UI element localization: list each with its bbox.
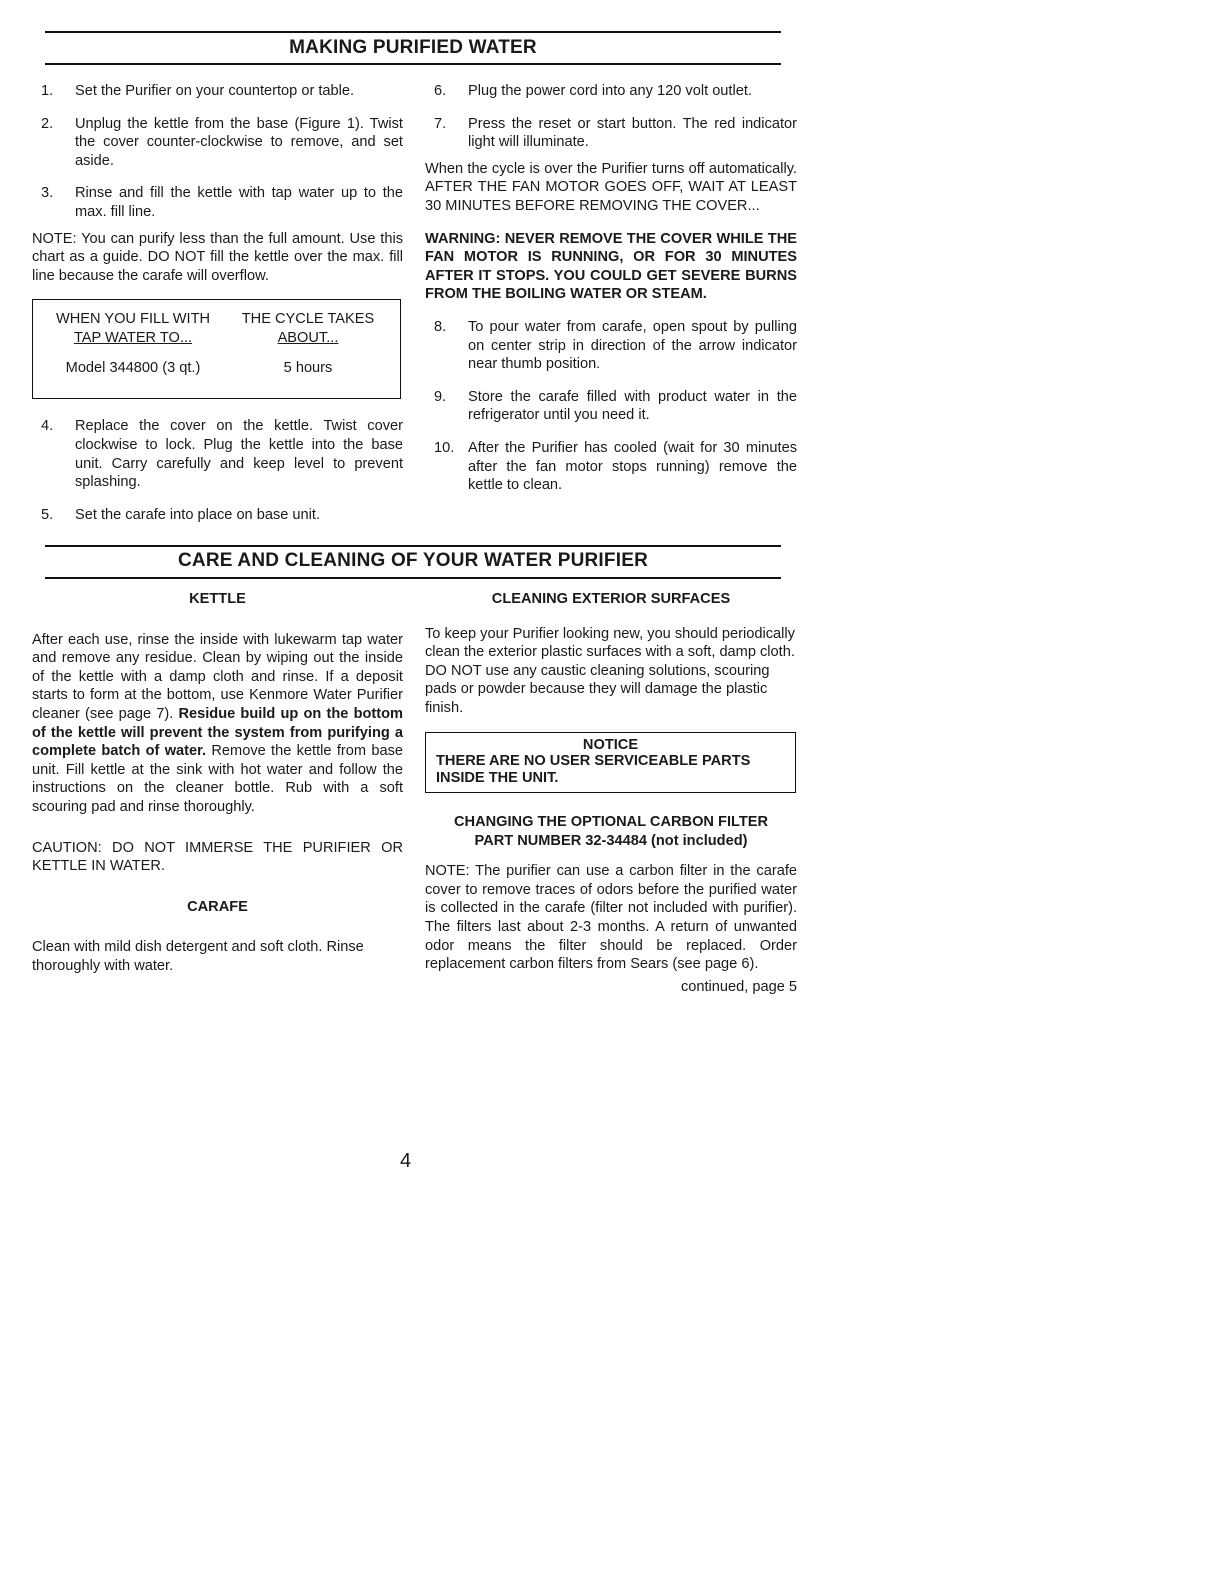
section2-left-column [32,590,403,990]
top-rule-1 [45,31,781,33]
cycle-over-text: When the cycle is over the Purifier turns off automatically. AFTER THE FAN MOTOR GOES OFF, WAIT AT LEAST 30 MINUTES BEFORE REMOVING THE COVER... [425,160,797,214]
step-10: 10. After the Purifier has cooled (wait for 30 minutes after the fan motor stops running) remove the kettle to clean. [434,439,797,494]
section-title-making-purified-water: MAKING PURIFIED WATER [289,37,537,58]
continued-text: continued, page 5 [680,978,797,995]
step-1: 1. Set the Purifier on your countertop or table. [41,83,355,99]
section1-right-column [425,82,797,509]
step-6: 6. Plug the power cord into any 120 volt outlet. [434,83,752,99]
mid-rule-2 [45,577,781,579]
page-number: 4 [400,1150,412,1172]
carafe-text: Clean with mild dish detergent and soft cloth. Rinse thoroughly with water. [32,939,364,974]
step-9: 9. Store the carafe filled with product water in the refrigerator until you need it. [434,388,797,424]
carafe-heading: CARAFE [187,898,248,915]
section2-right-column [425,590,797,996]
caution-text: CAUTION: DO NOT IMMERSE THE PURIFIER OR KETTLE IN WATER. [32,839,403,875]
section-title-care-and-cleaning: CARE AND CLEANING OF YOUR WATER PURIFIER [178,550,648,571]
step-2: 2. Unplug the kettle from the base (Figure 1). Twist the cover counter-clockwise to remove, and set aside. [41,115,403,169]
filter-heading-1: CHANGING THE OPTIONAL CARBON FILTER [453,814,769,831]
notice-title: NOTICE [582,736,639,753]
exterior-heading: CLEANING EXTERIOR SURFACES [491,591,731,607]
fill-time-chart [32,299,401,399]
filter-text: NOTE: The purifier can use a carbon filter in the carafe cover to remove traces of odors before the purified water is collected in the carafe (filter not included with purifier). The filters last about 2-3 months. A return of unwanted odor means the filter should be replaced. Order replacement carbon filters from Sears (see page 6). [425,863,797,973]
chart-header-cycle: THE CYCLE TAKES ABOUT... 5 hours [241,311,375,376]
notice-text: THERE ARE NO USER SERVICEABLE PARTS INSIDE THE UNIT. [436,753,751,786]
exterior-text: To keep your Purifier looking new, you should periodically clean the exterior plastic surfaces with a soft, damp cloth. DO NOT use any caustic cleaning solutions, scouring pads or powder because they will damage the plastic finish. [425,625,795,716]
filter-heading-2: PART NUMBER 32-34484 (not included) [474,832,748,849]
kettle-text: After each use, rinse the inside with lukewarm tap water and remove any residue. Clean by wiping out the inside of the kettle with a damp cloth and rinse. If a deposit starts to form at the bottom, use Kenmore Water Purifier cleaner (see page 7). Residue build up on the bottom of the kettle will prevent the system from purifying a complete batch of water. Remove the kettle from base unit. Fill kettle at the sink with hot water and follow the instructions on the cleaner bottle. Rub with a soft scouring pad and rinse thoroughly. [32,631,404,815]
fill-note: NOTE: You can purify less than the full amount. Use this chart as a guide. DO NOT fill the kettle over the max. fill line because the carafe will overflow. [32,230,403,284]
section1-left-column [32,82,403,538]
step-7: 7. Press the reset or start button. The red indicator light will illuminate. [434,115,797,151]
step-3: 3. Rinse and fill the kettle with tap water up to the max. fill line. [41,185,403,220]
notice-box [425,732,796,794]
chart-header-fill: WHEN YOU FILL WITH TAP WATER TO... Model 344800 (3 qt.) [55,311,211,376]
step-5: 5. Set the carafe into place on base unit. [41,506,321,523]
top-rule-2 [45,63,781,65]
step-8: 8. To pour water from carafe, open spout by pulling on center strip in direction of the arrow indicator near thumb position. [434,318,797,373]
step-4: 4. Replace the cover on the kettle. Twist cover clockwise to lock. Plug the kettle into the base unit. Carry carefully and keep level to prevent splashing. [41,418,403,491]
kettle-heading: KETTLE [189,591,246,607]
mid-rule-1 [45,545,781,547]
warning-text: WARNING: NEVER REMOVE THE COVER WHILE THE FAN MOTOR IS RUNNING, OR FOR 30 MINUTES AFTER IT STOPS. YOU COULD GET SEVERE BURNS FROM THE BOILING WATER OR STEAM. [425,230,797,303]
